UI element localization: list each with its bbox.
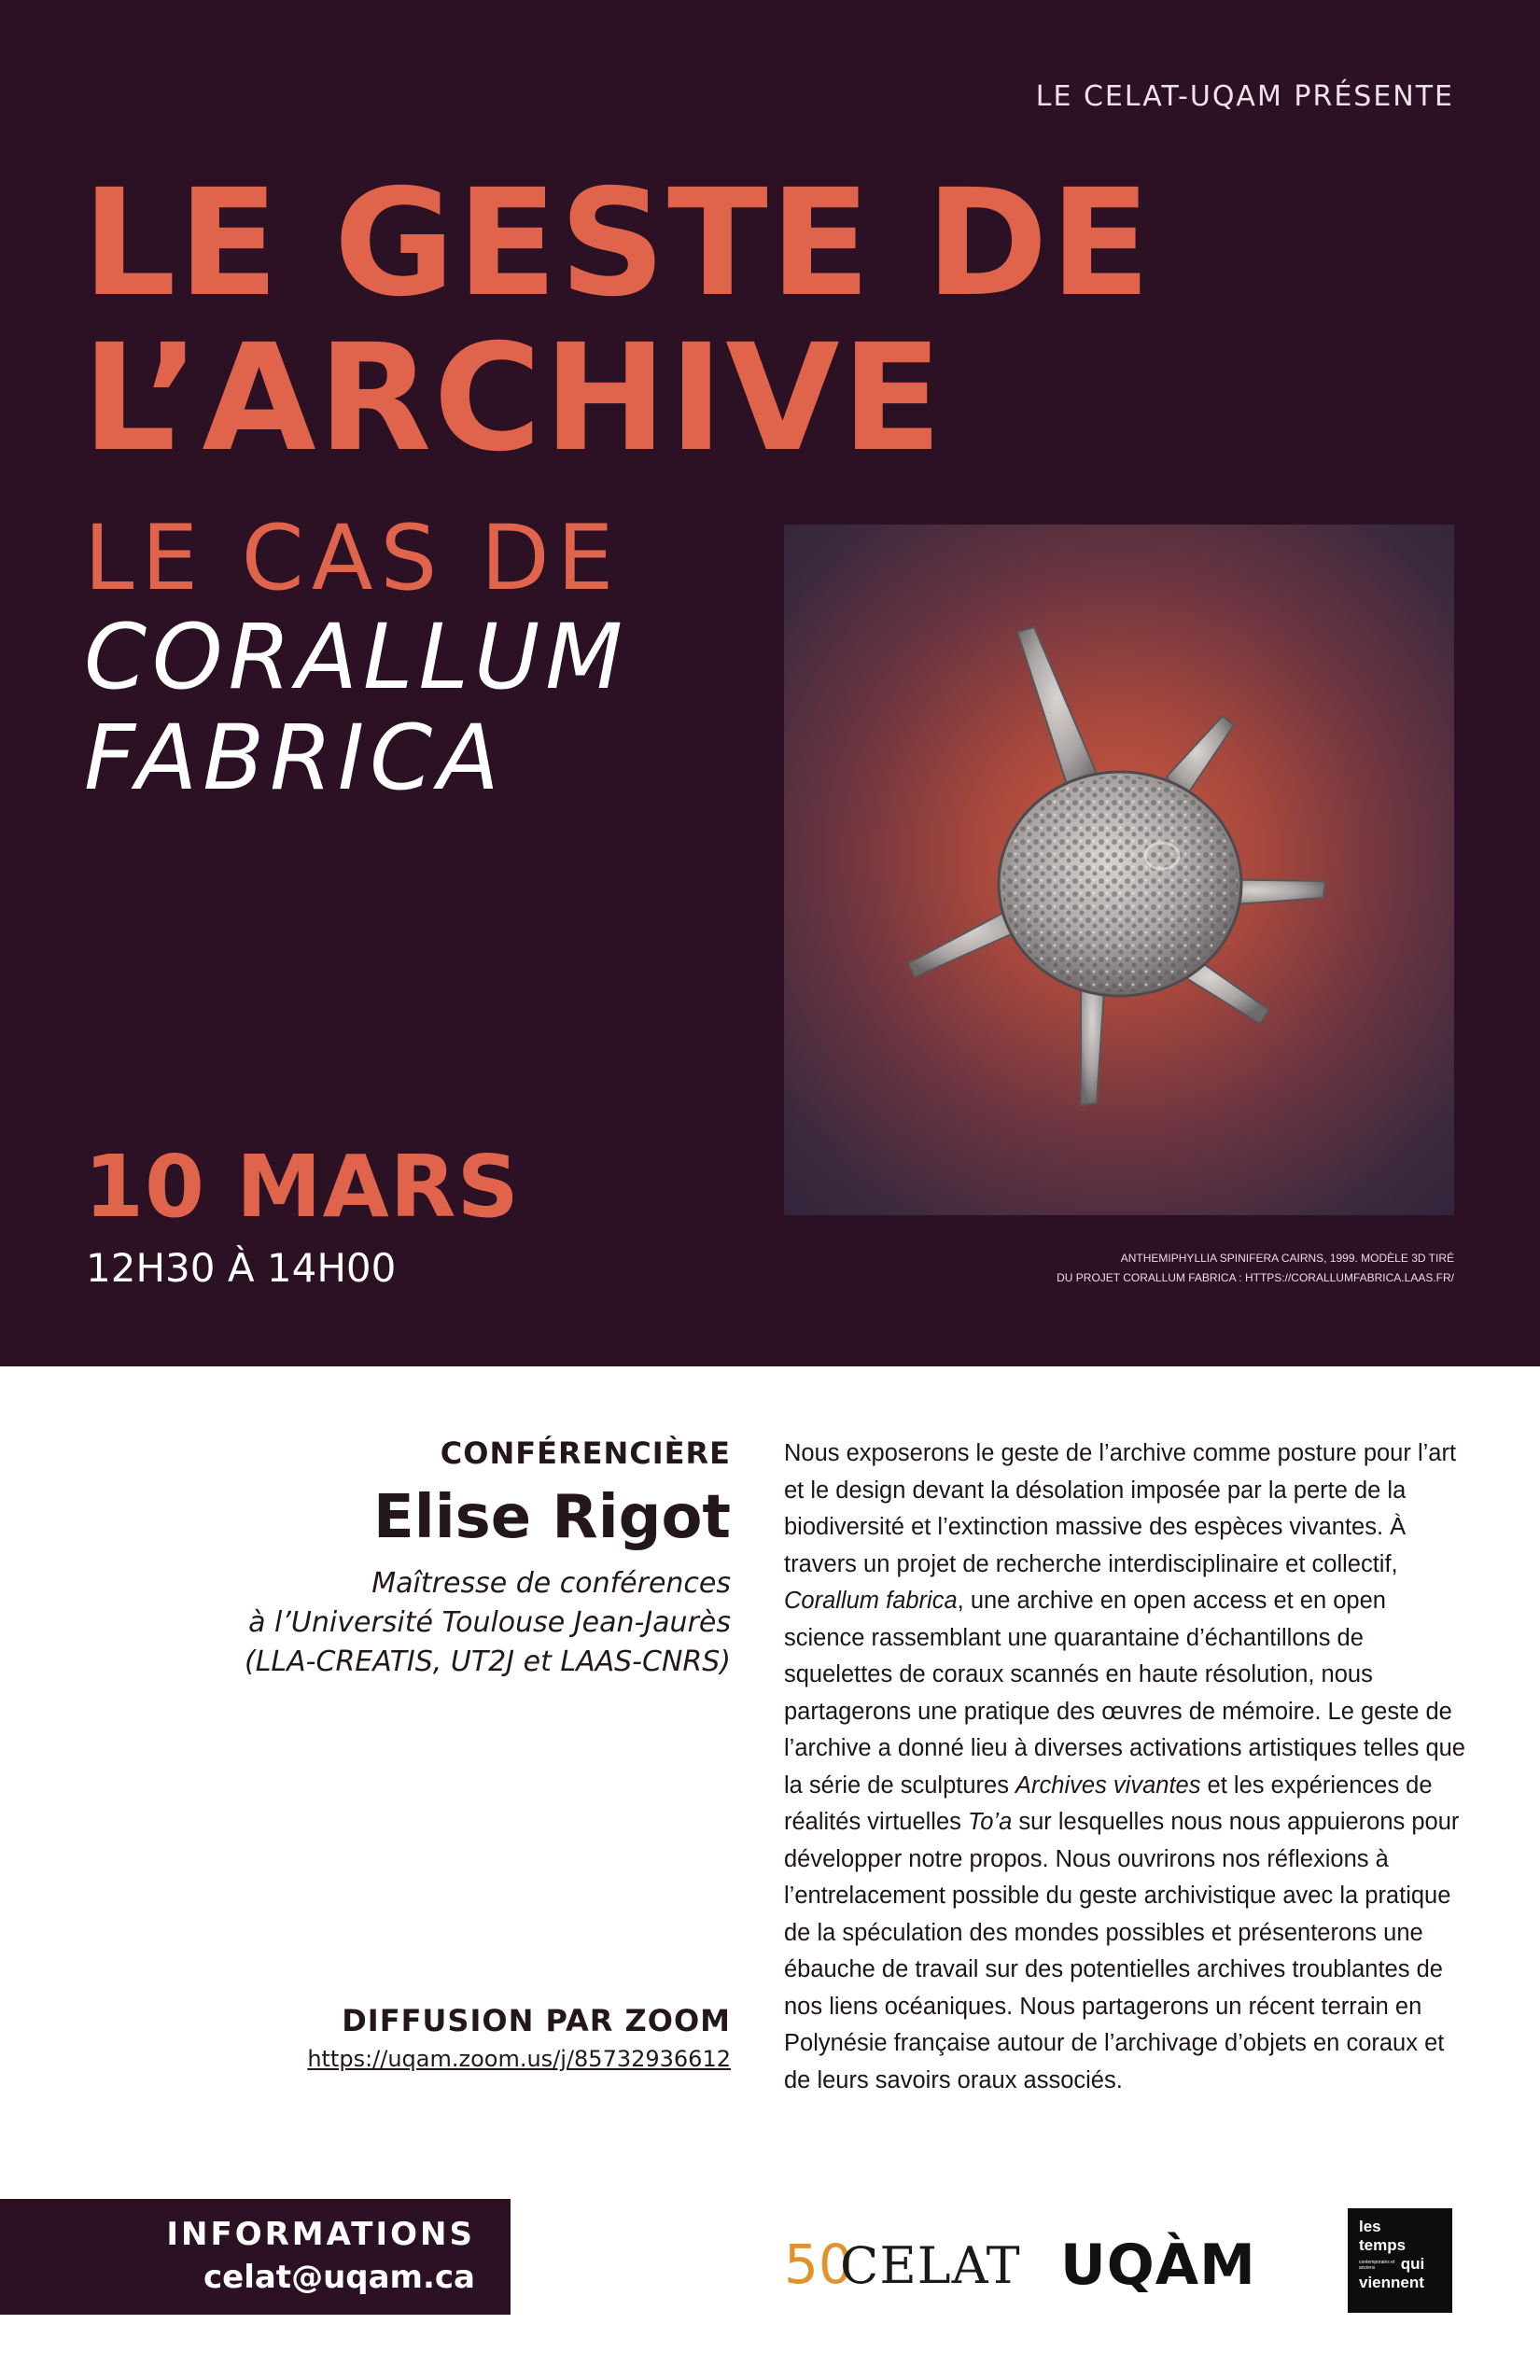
presenter-label: LE CELAT-UQAM PRÉSENTE [1035,80,1454,113]
subtitle-line-3: FABRICA [84,706,505,810]
temps-logo-small-text: contemporains et anciens [1359,2259,1395,2271]
event-date: 10 MARS [84,1137,520,1237]
abstract-emphasis-2: Archives vivantes [1015,1771,1201,1799]
coral-skeleton-illustration [784,525,1454,1215]
abstract-part-2: , une archive en open access et en open science rassemblant une quarantaine d’échantillons de squelettes de coraux scannés en haute résolution, nous partagerons une pratique des œuvres de mémoire. Le geste de l’archive a donné lieu à diverses activations artistiques telles que la série de sculptures [784,1588,1465,1799]
abstract-part-4: sur lesquelles nous nous appuierons pour développer notre propos. Nous ouvrirons nos réflexions à l’entrelacement possible du geste archivistique avec la pratique de la spéculation des mondes possibles et présenterons une ébauche de travail sur des potentielles archives troublantes de nos liens océaniques. Nous partagerons un récent terrain en Polynésie française autour de l’archivage d’objets en coraux et de leurs savoirs oraux associés. [784,1809,1460,2093]
image-caption [875,1249,1454,1288]
abstract-part-1: Nous exposerons le geste de l’archive comme posture pour l’art et le design devant la désolation imposée par la perte de la biodiversité et l’extinction massive des espèces vivantes. À travers un projet de recherche interdisciplinaire et collectif, [784,1440,1457,1577]
event-title [82,158,1153,484]
subtitle-line-2: CORALLUM [84,605,629,709]
uqam-logo: UQÀM [1060,2233,1256,2298]
coral-image [784,525,1454,1215]
temps-logo-line-1: les [1359,2218,1381,2235]
contact-email[interactable]: celat@uqam.ca [203,2259,475,2296]
temps-logo-line-2: temps [1359,2236,1407,2254]
celat-logo-text: CELAT [840,2236,1021,2295]
speaker-affiliation [171,1564,731,1682]
les-temps-qui-viennent-logo [1348,2208,1452,2313]
affiliation-line-2: à l’Université Toulouse Jean-Jaurès [248,1606,731,1639]
caption-line-2: DU PROJET CORALLUM FABRICA : HTTPS://CORALLUMFABRICA.LAAS.FR/ [1057,1271,1454,1284]
affiliation-line-3: (LLA-CREATIS, UT2J et LAAS-CNRS) [245,1645,731,1678]
subtitle-prefix: LE CAS DE [84,506,622,610]
title-line-1: LE GESTE DE [82,158,1153,329]
speaker-name: Elise Rigot [373,1483,731,1552]
subtitle-project-name [84,607,628,808]
caption-line-1: ANTHEMIPHYLLIA SPINIFERA CAIRNS, 1999. MODÈLE 3D TIRÉ [1120,1252,1454,1265]
affiliation-line-1: Maîtresse de conférences [371,1567,731,1600]
abstract-emphasis-3: To’a [968,1809,1013,1835]
celat-logo-number: 50 [784,2233,853,2296]
abstract-emphasis-1: Corallum fabrica [784,1588,958,1614]
diffusion-block [307,2003,731,2072]
diffusion-label: DIFFUSION PAR ZOOM [342,2003,731,2038]
abstract-text [784,1435,1470,2099]
zoom-link[interactable]: https://uqam.zoom.us/j/85732936612 [307,2046,731,2072]
temps-logo-line-4: viennent [1359,2274,1424,2291]
informations-label: INFORMATIONS [166,2216,475,2253]
celat-logo [782,2225,1021,2300]
celat-logo-mark [782,2225,1021,2300]
title-line-2: L’ARCHIVE [82,313,945,484]
speaker-role: CONFÉRENCIÈRE [440,1435,731,1471]
speaker-block [171,1435,731,1682]
temps-logo-line-3 [1359,2255,1441,2274]
temps-logo-qui: qui [1400,2255,1425,2273]
abstract-part-3: et les expériences de réalités virtuelles [784,1771,1433,1835]
informations-box [0,2199,511,2315]
event-time: 12H30 À 14H00 [86,1245,397,1291]
